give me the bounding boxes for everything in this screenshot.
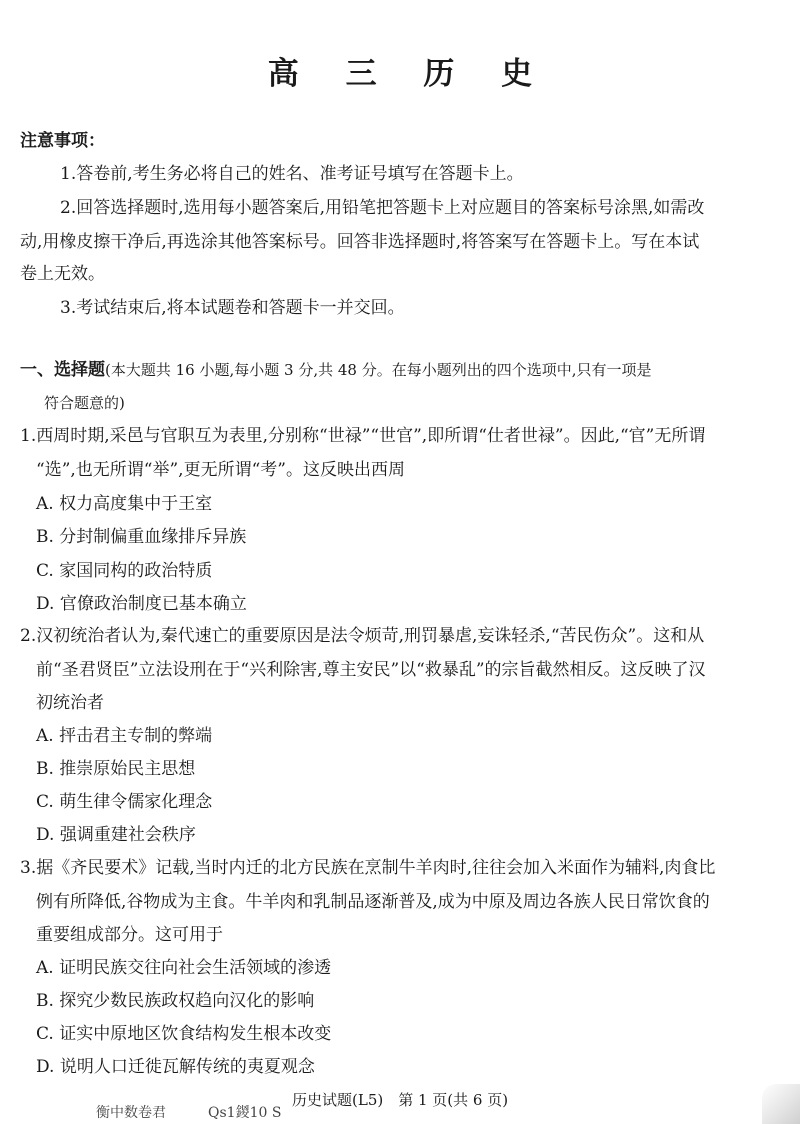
notice-item-2-line-1: 2.回答选择题时,选用每小题答案后,用铅笔把答题卡上对应题目的答案标号涂黑,如需改: [60, 198, 705, 218]
page-title: 高 三 历 史: [267, 56, 551, 92]
question-2-stem-line-1: 2.汉初统治者认为,秦代速亡的重要原因是法令烦苛,刑罚暴虐,妄诛轻杀,“苦民伤众”。这和从: [20, 626, 705, 646]
question-3-option-b: B. 探究少数民族政权趋向汉化的影响: [36, 991, 315, 1011]
notice-item-2-line-3: 卷上无效。: [20, 264, 105, 284]
question-1-stem-line-2: “选”,也无所谓“举”,更无所谓“考”。这反映出西周: [36, 460, 405, 480]
section-heading-instructions: (本大题共 16 小题,每小题 3 分,共 48 分。在每小题列出的四个选项中,只有一项是: [105, 361, 652, 379]
footer-code: Qs1鍐10 S: [208, 1105, 282, 1121]
question-2-option-c: C. 萌生律令儒家化理念: [36, 792, 213, 812]
notice-item-1: 1.答卷前,考生务必将自己的姓名、准考证号填写在答题卡上。: [60, 164, 524, 184]
question-3-stem-line-1: 3.据《齐民要术》记载,当时内迁的北方民族在烹制牛羊肉时,往往会加入米面作为辅料,肉食比: [20, 858, 716, 878]
question-3-stem-line-3: 重要组成部分。这可用于: [36, 925, 223, 945]
question-3-option-c: C. 证实中原地区饮食结构发生根本改变: [36, 1024, 332, 1044]
notice-item-2-line-2: 动,用橡皮擦干净后,再选涂其他答案标号。回答非选择题时,将答案写在答题卡上。写在本试: [20, 232, 700, 252]
notice-item-3: 3.考试结束后,将本试题卷和答题卡一并交回。: [60, 298, 405, 318]
question-2-option-a: A. 抨击君主专制的弊端: [36, 726, 213, 746]
question-2-stem-line-2: 前“圣君贤臣”立法设刑在于“兴利除害,尊主安民”以“救暴乱”的宗旨截然相反。这反映了汉: [36, 660, 706, 680]
footer-watermark: 衡中数卷君: [96, 1105, 166, 1121]
question-2-option-d: D. 强调重建社会秩序: [36, 825, 196, 845]
question-2-option-b: B. 推崇原始民主思想: [36, 759, 196, 779]
question-1-option-b: B. 分封制偏重血缘排斥异族: [36, 527, 247, 547]
question-2-stem-line-3: 初统治者: [36, 693, 104, 713]
section-heading-line-2: 符合题意的): [44, 394, 125, 412]
notice-heading: 注意事项：: [20, 131, 105, 151]
question-1-option-c: C. 家国同构的政治特质: [36, 561, 213, 581]
page-curl-corner: [762, 1084, 800, 1124]
question-3-stem-line-2: 例有所降低,谷物成为主食。牛羊肉和乳制品逐渐普及,成为中原及周边各族人民日常饮食的: [36, 892, 710, 912]
question-3-option-d: D. 说明人口迁徙瓦解传统的夷夏观念: [36, 1057, 315, 1077]
section-heading: [20, 359, 652, 381]
section-heading-label: 一、选择题: [20, 360, 105, 380]
question-1-option-d: D. 官僚政治制度已基本确立: [36, 594, 247, 614]
question-1-stem-line-1: 1.西周时期,采邑与官职互为表里,分别称“世禄”“世官”,即所谓“仕者世禄”。因此,“官”无所谓: [20, 426, 706, 446]
question-1-option-a: A. 权力高度集中于王室: [36, 494, 213, 514]
footer-page-info: 历史试题(L5) 第 1 页(共 6 页): [292, 1091, 509, 1109]
question-3-option-a: A. 证明民族交往向社会生活领域的渗透: [36, 958, 332, 978]
